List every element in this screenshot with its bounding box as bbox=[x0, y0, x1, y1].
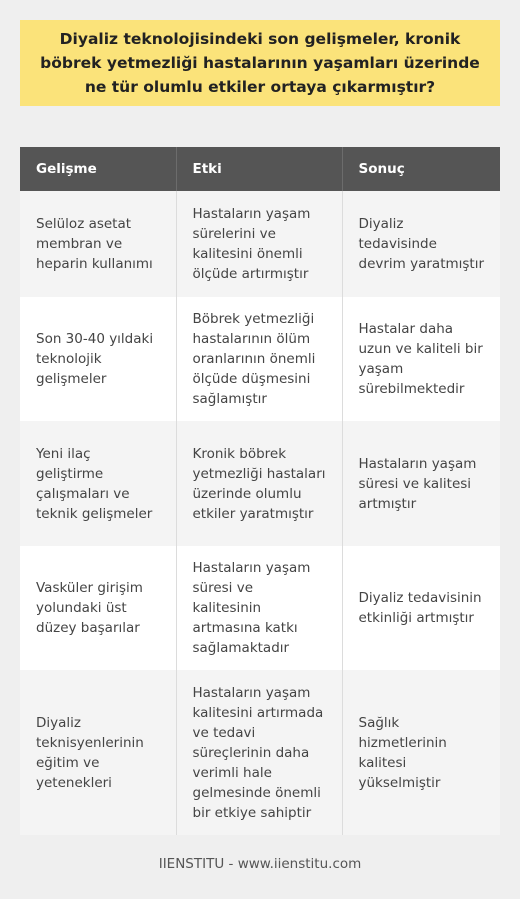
cell-etki: Hastaların yaşam süresi ve kalitesinin artmasına katkı sağlamaktadır bbox=[176, 546, 342, 670]
header-etki: Etki bbox=[176, 147, 342, 191]
cell-gelisme: Vasküler girişim yolundaki üst düzey başarılar bbox=[20, 546, 176, 670]
developments-table bbox=[20, 147, 500, 835]
cell-etki: Kronik böbrek yetmezliği hastaları üzerinde olumlu etkiler yaratmıştır bbox=[176, 421, 342, 546]
table-row bbox=[20, 546, 500, 670]
cell-sonuc: Hastalar daha uzun ve kaliteli bir yaşam sürebilmektedir bbox=[342, 297, 500, 421]
cell-sonuc: Hastaların yaşam süresi ve kalitesi artmıştır bbox=[342, 421, 500, 546]
cell-sonuc: Diyaliz tedavisinde devrim yaratmıştır bbox=[342, 191, 500, 297]
header-gelisme: Gelişme bbox=[20, 147, 176, 191]
cell-gelisme: Selüloz asetat membran ve heparin kullanımı bbox=[20, 191, 176, 297]
table-row bbox=[20, 670, 500, 835]
cell-gelisme: Diyaliz teknisyenlerinin eğitim ve yetenekleri bbox=[20, 670, 176, 835]
cell-etki: Hastaların yaşam sürelerini ve kalitesini önemli ölçüde artırmıştır bbox=[176, 191, 342, 297]
table-row bbox=[20, 297, 500, 421]
header-sonuc: Sonuç bbox=[342, 147, 500, 191]
cell-etki: Hastaların yaşam kalitesini artırmada ve tedavi süreçlerinin daha verimli hale gelmesinde önemli bir etkiye sahiptir bbox=[176, 670, 342, 835]
question-box bbox=[20, 20, 500, 106]
cell-etki: Böbrek yetmezliği hastalarının ölüm oranlarının önemli ölçüde düşmesini sağlamıştır bbox=[176, 297, 342, 421]
cell-sonuc: Sağlık hizmetlerinin kalitesi yükselmiştir bbox=[342, 670, 500, 835]
table-header-row bbox=[20, 147, 500, 191]
footer-credit: IIENSTITU - www.iienstitu.com bbox=[158, 856, 362, 872]
table-row bbox=[20, 421, 500, 546]
table-row bbox=[20, 191, 500, 297]
cell-gelisme: Yeni ilaç geliştirme çalışmaları ve teknik gelişmeler bbox=[20, 421, 176, 546]
cell-sonuc: Diyaliz tedavisinin etkinliği artmıştır bbox=[342, 546, 500, 670]
cell-gelisme: Son 30-40 yıldaki teknolojik gelişmeler bbox=[20, 297, 176, 421]
question-title: Diyaliz teknolojisindeki son gelişmeler, kronik böbrek yetmezliği hastalarının yaşamları üzerinde ne tür olumlu etkiler ortaya çıkarmıştır? bbox=[40, 30, 480, 96]
